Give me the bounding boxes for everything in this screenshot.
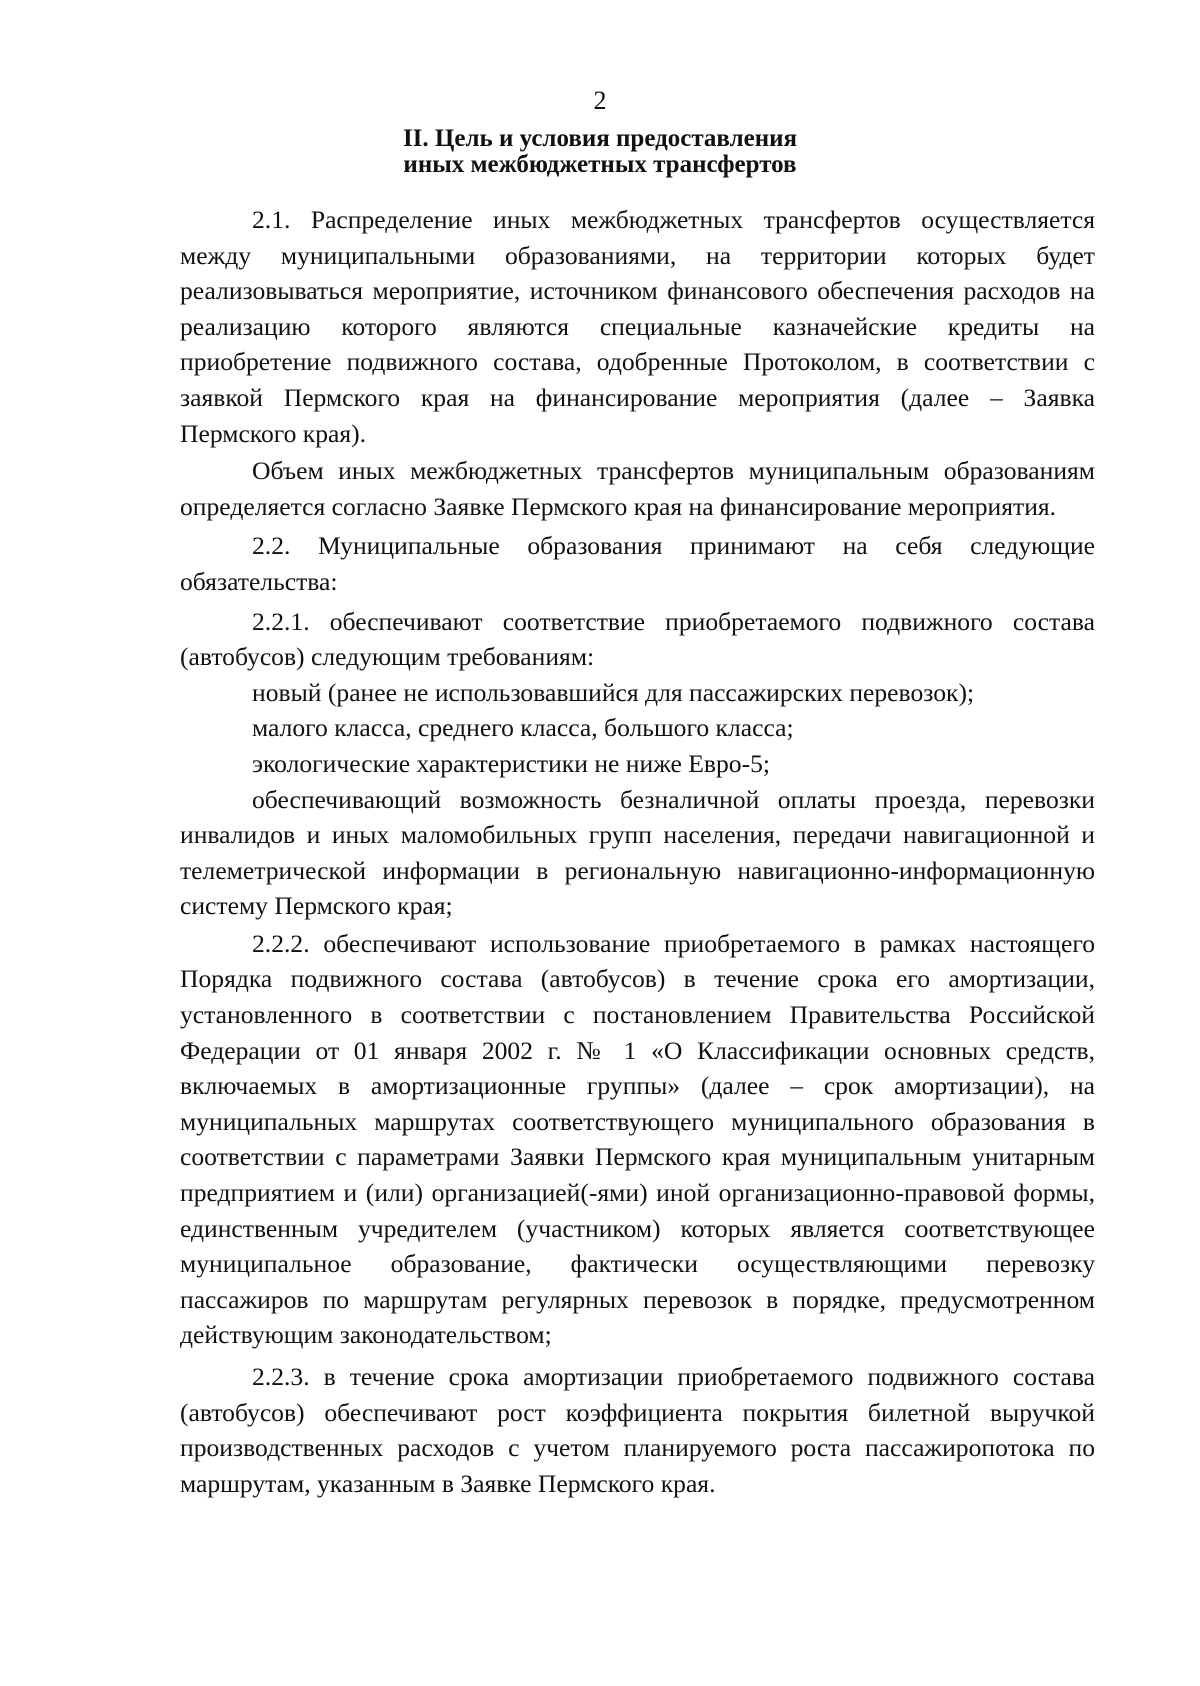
paragraph-volume: Объем иных межбюджетных трансфертов муниципальным образованиям определяется согласно Заявке Пермского края на финансирование мероприятия.	[180, 456, 1095, 521]
requirement-item-class: малого класса, среднего класса, большого класса;	[252, 713, 794, 743]
section-heading-line-1: II. Цель и условия предоставления	[402, 125, 798, 152]
paragraph-2-2-3: 2.2.3. в течение срока амортизации приобретаемого подвижного состава (автобусов) обеспечивают рост коэффициента покрытия билетной выручкой производственных расходов с учетом планируемого роста пассажиропотока по маршрутам, указанным в Заявке Пермского края.	[180, 1362, 1095, 1498]
requirement-item-new: новый (ранее не использовавшийся для пассажирских перевозок);	[252, 677, 975, 707]
section-heading-line-2: иных межбюджетных трансфертов	[403, 151, 797, 178]
section-heading	[0, 126, 1200, 178]
requirement-item-payment: обеспечивающий возможность безналичной оплаты проезда, перевозки инвалидов и иных маломобильных групп населения, передачи навигационной и телеметрической информации в региональную навигационно-информационную систему Пермского края;	[180, 784, 1095, 921]
paragraph-2-1: 2.1. Распределение иных межбюджетных трансфертов осуществляется между муниципальными образованиями, на территории которых будет реализовываться мероприятие, источником финансового обеспечения расходов на реализацию которого являются специальные казначейские кредиты на приобретение подвижного состава, одобренные Протоколом, в соответствии с заявкой Пермского края на финансирование мероприятия (далее – Заявка Пермского края).	[180, 205, 1095, 448]
paragraph-2-2-1: 2.2.1. обеспечивают соответствие приобретаемого подвижного состава (автобусов) следующим требованиям:	[180, 606, 1095, 672]
page-number: 2	[593, 86, 607, 115]
requirement-item-eco: экологические характеристики не ниже Евро-5;	[252, 748, 771, 778]
paragraph-2-2: 2.2. Муниципальные образования принимают на себя следующие обязательства:	[180, 531, 1095, 596]
paragraph-2-2-2: 2.2.2. обеспечивают использование приобретаемого в рамках настоящего Порядка подвижного состава (автобусов) в течение срока его амортизации, установленного в соответствии с постановлением Правительства Российской Федерации от 01 января 2002 г. № 1 «О Классификации основных средств, включаемых в амортизационные группы» (далее – срок амортизации), на муниципальных маршрутах соответствующего муниципального образования в соответствии с параметрами Заявки Пермского края муниципальным унитарным предприятием и (или) организацией(-ями) иной организационно-правовой формы, единственным учредителем (участником) которых является соответствующее муниципальное образование, фактически осуществляющими перевозку пассажиров по маршрутам регулярных перевозок в порядке, предусмотренном действующим законодательством;	[180, 928, 1095, 1350]
document-body	[180, 202, 1095, 1501]
